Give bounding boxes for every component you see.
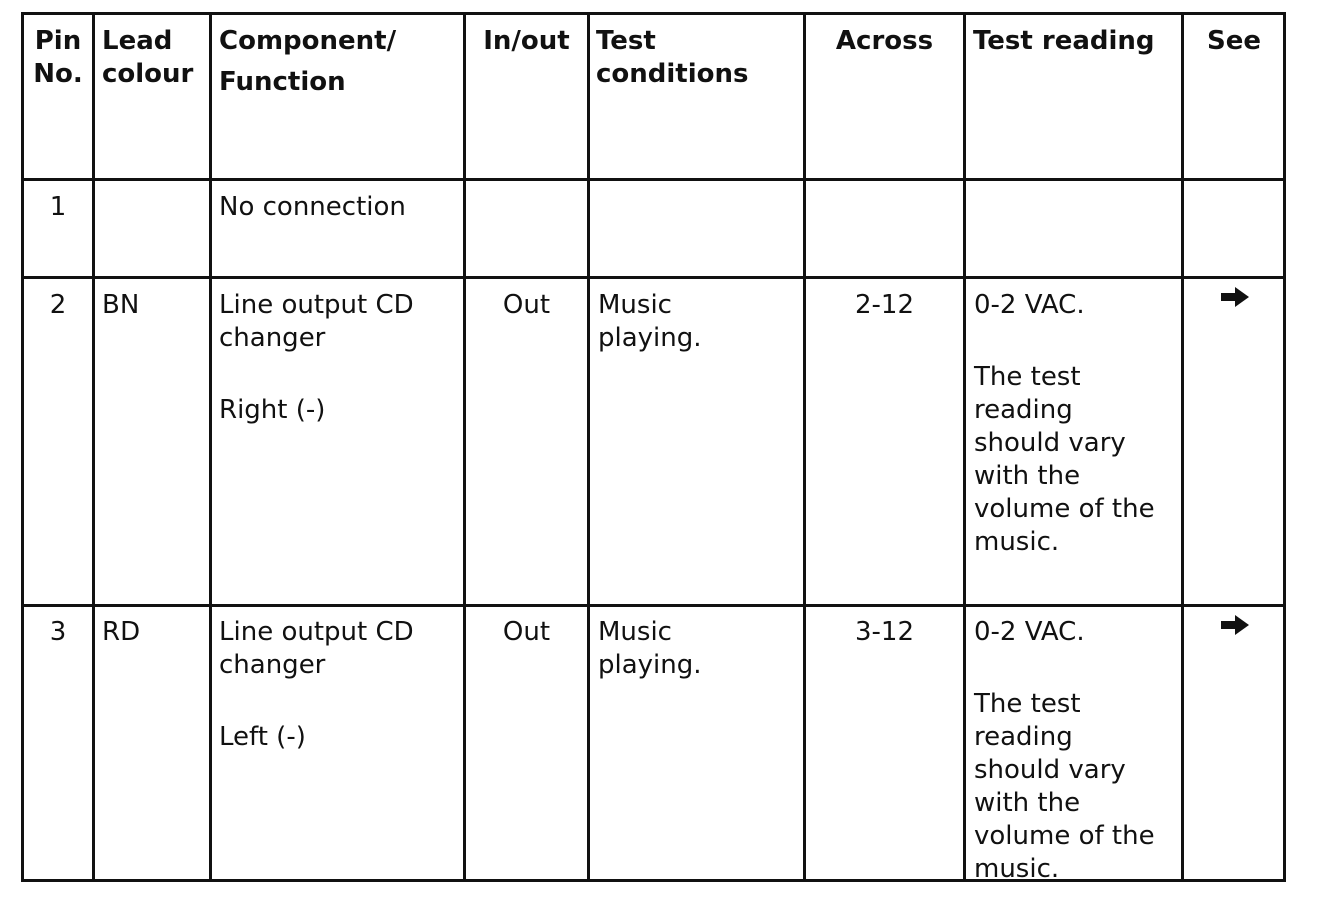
- row3-component: [219, 616, 463, 754]
- row3-reading-note: The test: [974, 689, 1081, 719]
- row2-reading-note: should vary: [974, 428, 1126, 458]
- row2-reading-note: volume of the: [974, 494, 1155, 524]
- column-divider: [587, 15, 590, 879]
- header-test-conditions: [596, 25, 801, 91]
- row2-reading-note: The test: [974, 362, 1081, 392]
- header-pin-line1: Pin: [34, 26, 82, 56]
- row3-reading-note: should vary: [974, 755, 1126, 785]
- row3-component-side: Left (-): [219, 722, 306, 752]
- row2-component-line: changer: [219, 323, 326, 353]
- row3-reading-note: music.: [974, 854, 1060, 884]
- row3-reading-note: with the: [974, 788, 1081, 818]
- row2-across: 2-12: [854, 290, 914, 320]
- row-divider: [24, 178, 1283, 181]
- header-across: Across: [835, 26, 934, 56]
- row2-test-reading: [974, 289, 1182, 559]
- arrow-right-icon[interactable]: [1221, 615, 1249, 635]
- row2-reading-note: music.: [974, 527, 1060, 557]
- row2-pin: 2: [49, 290, 67, 320]
- header-component-line1: Component/: [219, 26, 397, 56]
- row2-lead-colour: BN: [102, 290, 140, 320]
- row3-across: 3-12: [854, 617, 914, 647]
- header-pin-no: [24, 25, 92, 91]
- header-lead-colour: [102, 25, 212, 91]
- row3-reading-note: volume of the: [974, 821, 1155, 851]
- header-in-out: In/out: [483, 26, 570, 56]
- header-test-line1: Test: [596, 26, 656, 56]
- row2-condition-line: Music: [598, 290, 672, 320]
- row2-component-line: Line output CD: [219, 290, 414, 320]
- row3-lead-colour: RD: [102, 617, 141, 647]
- column-divider: [803, 15, 806, 879]
- row3-condition-line: Music: [598, 617, 672, 647]
- row3-reading-value: 0-2 VAC.: [974, 617, 1085, 647]
- row3-condition-line: playing.: [598, 650, 702, 680]
- row3-reading-note: reading: [974, 722, 1073, 752]
- header-test-line2: conditions: [596, 59, 749, 89]
- row2-component-side: Right (-): [219, 395, 326, 425]
- row-divider: [24, 604, 1283, 607]
- arrow-right-icon[interactable]: [1221, 287, 1249, 307]
- header-component-line2: Function: [219, 67, 346, 97]
- column-divider: [963, 15, 966, 879]
- row2-in-out: Out: [502, 290, 551, 320]
- header-lead-line1: Lead: [102, 26, 173, 56]
- row2-test-conditions: [598, 289, 803, 355]
- header-pin-line2: No.: [33, 59, 83, 89]
- row1-pin: 1: [49, 192, 67, 222]
- row2-reading-note: with the: [974, 461, 1081, 491]
- row3-component-line: changer: [219, 650, 326, 680]
- row1-component: No connection: [219, 192, 406, 222]
- header-component-function: [219, 25, 459, 99]
- row2-condition-line: playing.: [598, 323, 702, 353]
- row2-reading-value: 0-2 VAC.: [974, 290, 1085, 320]
- header-test-reading: Test reading: [973, 26, 1155, 56]
- row3-pin: 3: [49, 617, 67, 647]
- column-divider: [463, 15, 466, 879]
- row-divider: [24, 276, 1283, 279]
- column-divider: [92, 15, 95, 879]
- header-lead-line2: colour: [102, 59, 194, 89]
- row3-test-reading: [974, 616, 1182, 886]
- pin-table: [21, 12, 1286, 882]
- row3-test-conditions: [598, 616, 803, 682]
- row3-component-line: Line output CD: [219, 617, 414, 647]
- column-divider: [209, 15, 212, 879]
- row2-reading-note: reading: [974, 395, 1073, 425]
- row2-component: [219, 289, 463, 427]
- row3-in-out: Out: [502, 617, 551, 647]
- header-see: See: [1207, 26, 1261, 56]
